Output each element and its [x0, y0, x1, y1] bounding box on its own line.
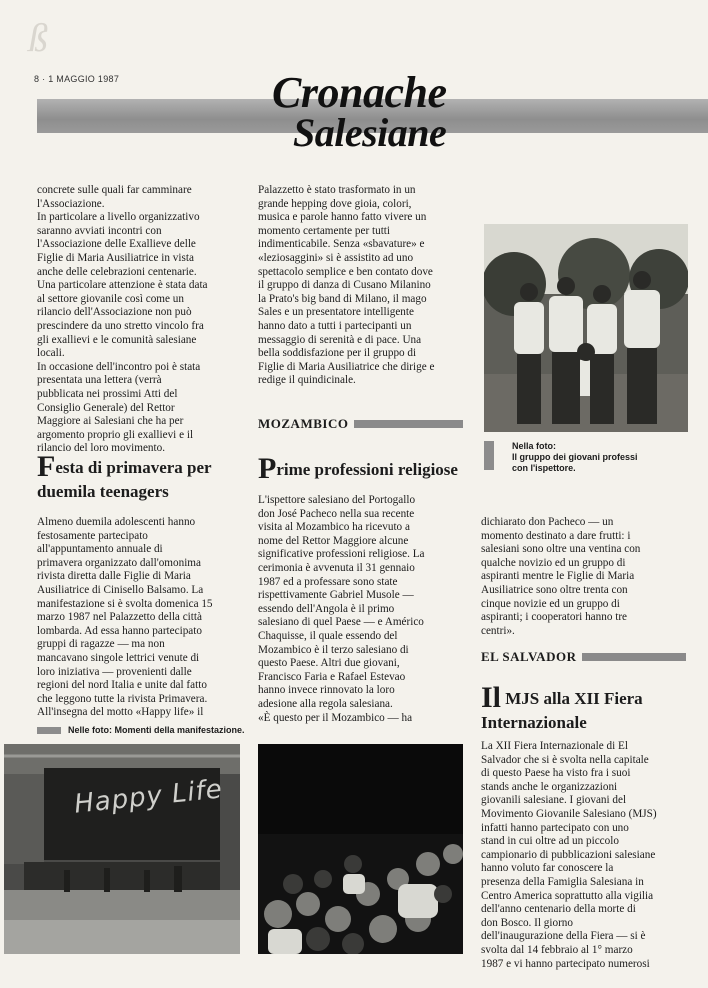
- event-photo-stage: [4, 744, 240, 954]
- section-el-salvador: [481, 649, 686, 665]
- caption-marker: [484, 441, 494, 470]
- crowd-photo-image: [258, 744, 463, 954]
- event-photo-crowd: [258, 744, 463, 954]
- section-label: MOZAMBICO: [258, 416, 349, 431]
- section-bar: [582, 653, 686, 661]
- masthead-title-line1: Cronache: [272, 68, 447, 117]
- col1-article-body: Almeno duemila adolescenti hanno festosamente partecipato all'appuntamento annuale di primavera organizzato dall'omonima rivista diretta dalle Figlie di Maria Ausiliatrice di Cinisello Balsamo. La manifestazione si è svolta domenica 15 marzo 1987 nel Palazzetto della città lombarda. Ad essa hanno partecipato gruppi di ragazze — ma non mancavano singole lettrici venute di loro iniziativa — provenienti dalle regioni del nord Italia e unite dal fatto che leggono tutte la rivista Primavera. All'insegna del motto «Happy life» il: [37, 516, 213, 719]
- group-photo-caption: Nella foto: Il gruppo dei giovani professi con l'ispettore.: [512, 441, 638, 473]
- section-bar: [354, 420, 463, 428]
- group-photo-image: [484, 224, 688, 432]
- bottom-photos-caption: Nelle foto: Momenti della manifestazione.: [68, 725, 245, 735]
- page-info: 8 · 1 MAGGIO 1987: [34, 74, 120, 84]
- headline-prime-professioni: [258, 454, 470, 484]
- section-label: EL SALVADOR: [481, 649, 577, 664]
- headline-initial: P: [258, 452, 277, 485]
- masthead-title-line2: Salesiane: [293, 110, 447, 155]
- col3-continuation-text: dichiarato don Pacheco — un momento destinato a dare frutti: i salesiani sono oltre una ventina con qualche novizio ed un gruppo di aspiranti mentre le Figlie di Maria Ausiliatrice sono oltre trenta con cinque novizie ed un gruppo di aspiranti; i cooperatori hanno tre centri».: [481, 516, 641, 637]
- col2-article-body: L'ispettore salesiano del Portogallo don José Pacheco nella sua recente visita al Mozambico ha ricevuto a nome del Rettor Maggiore alcune significative professioni religiose. La cerimonia è avvenuta il 31 gennaio 1987 ed a professare sono state rispettivamente Gabriel Musole — essendo dell'Angola è il primo salesiano di quel Paese — e Américo Chaquisse, il quale essendo del Mozambico è il terzo salesiano di questo Paese. Altri due giovani, Francisco Faria e Rafael Estevao hanno invece rinnovato la loro adesione alla regola salesiana. «È questo per il Mozambico — ha: [258, 494, 425, 724]
- headline-text: esta di primavera per duemila teenagers: [37, 458, 212, 501]
- ghost-watermark: ß: [28, 15, 46, 60]
- headline-festa-primavera: [37, 452, 242, 501]
- headline-mjs-fiera: [481, 683, 691, 732]
- headline-initial: F: [37, 450, 56, 483]
- headline-initial: Il: [481, 681, 502, 714]
- caption-marker-bottom: [37, 727, 61, 734]
- col2-top-text: Palazzetto è stato trasformato in un grande hepping dove gioia, colori, musica e parole hanno fatto vivere un momento certamente per tutti indimenticabile. Senza «sbavature» e «leziosaggini» si è assistito ad uno spettacolo semplice e ben contato dove il gruppo di danza di Cusano Milanino la Prato's big band di Milano, il mago Sales e un presentatore intelligente hanno dato a tutti i partecipanti un messaggio di serenità e di pace. Una bella soddisfazione per il gruppo di Figlie di Maria Ausiliatrice che dirige e redige il quindicinale.: [258, 184, 435, 387]
- group-photo: [484, 224, 688, 432]
- headline-text: MJS alla XII Fiera Internazionale: [481, 689, 643, 732]
- col3-article-body: La XII Fiera Internazionale di El Salvador che si è svolta nella capitale di questo Paese ha visto fra i suoi stands anche le organizzazioni giovanili salesiane. I giovani del Movimento Giovanile Salesiano (MJS) infatti hanno partecipato con uno stand in cui oltre ad un piccolo campionario di pubblicazioni salesiane hanno voluto far conoscere la presenza della Famiglia Salesiana in Centro America soprattutto alla vigilia dell'anno centenario della morte di don Bosco. Il giorno dell'inaugurazione della Fiera — si è svolta dal 14 febbraio al 1° marzo 1987 e vi hanno partecipato numerosi: [481, 740, 657, 970]
- headline-text: rime professioni religiose: [276, 460, 458, 479]
- stage-banner-text: Happy Life: [72, 774, 225, 820]
- section-mozambico: [258, 416, 463, 432]
- col1-intro-text: concrete sulle quali far camminare l'Associazione. In particolare a livello organizzativo saranno avviati incontri con l'Associazione delle Exallieve delle Figlie di Maria Ausiliatrice in vista anche delle celebrazioni centenarie. Una particolare attenzione è stata data al settore giovanile così come un rilancio dell'Associazione non può prescindere da uno stretto vincolo fra gli exallievi e le comunità salesiane locali. In occasione dell'incontro poi è stata presentata una lettera (verrà pubblicata nei prossimi Atti del Consiglio Generale) del Rettor Maggiore ai Salesiani che ha per argomento proprio gli exallievi e il rilancio del loro movimento.: [37, 184, 208, 455]
